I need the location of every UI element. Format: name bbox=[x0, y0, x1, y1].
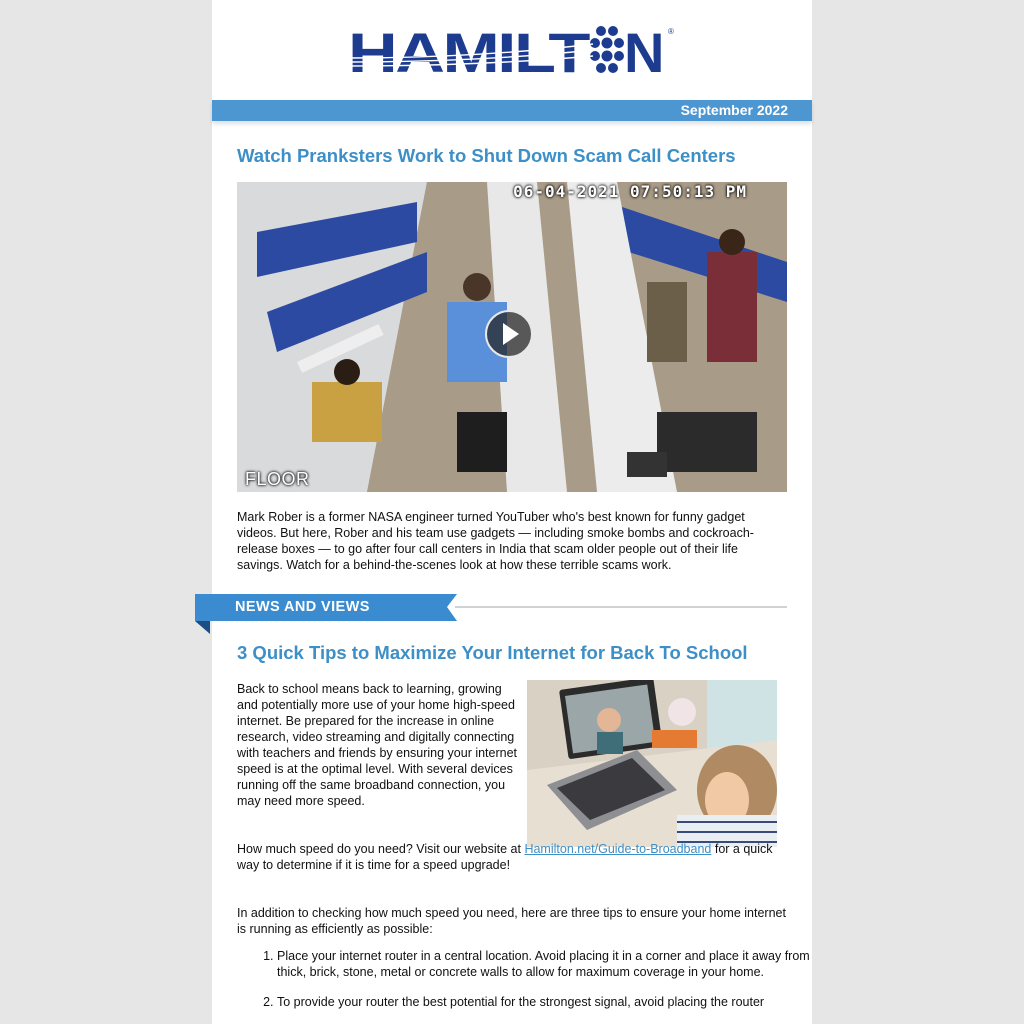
video-timestamp: 06-04-2021 07:50:13 PM bbox=[513, 182, 747, 201]
svg-text:N: N bbox=[624, 24, 665, 76]
date-banner bbox=[212, 100, 812, 121]
speed-text-before: How much speed do you need? Visit our website at bbox=[237, 842, 525, 856]
tips-intro: In addition to checking how much speed you need, here are three tips to ensure your home internet is running as efficiently as possible: bbox=[237, 906, 786, 936]
list-item: 2. To provide your router the best potential for the strongest signal, avoid placing the router bbox=[277, 994, 837, 1010]
video-caption: FLOOR bbox=[245, 469, 310, 489]
newsletter-email bbox=[212, 0, 812, 1024]
list-item: 1. Place your internet router in a central location. Avoid placing it in a corner and place it away from thick, brick, stone, metal or concrete walls to allow for maximum coverage in your home. bbox=[277, 948, 837, 980]
article1-body: Mark Rober is a former NASA engineer turned YouTuber who's best known for funny gadget videos. But here, Rober and his team use gadgets — including smoke bombs and cockroach-release boxes — to go after four call centers in India that scam older people out of their life savings. Watch for a behind-the-scenes look at how these terrible scams work. bbox=[237, 510, 754, 572]
video-thumbnail[interactable] bbox=[237, 182, 787, 492]
tips-list bbox=[237, 948, 837, 1024]
section-label: NEWS AND VIEWS bbox=[235, 599, 370, 615]
article2-title[interactable]: 3 Quick Tips to Maximize Your Internet for Back To School bbox=[237, 642, 748, 663]
issue-date: September 2022 bbox=[680, 102, 788, 118]
hamilton-logo[interactable] bbox=[348, 24, 678, 76]
article1-title[interactable]: Watch Pranksters Work to Shut Down Scam Call Centers bbox=[237, 145, 736, 166]
play-icon[interactable] bbox=[485, 310, 533, 358]
header bbox=[212, 0, 812, 100]
speed-paragraph bbox=[237, 841, 787, 873]
section-banner bbox=[195, 594, 815, 636]
speed-text-after: for a quick way to determine if it is time for a speed upgrade! bbox=[237, 842, 773, 872]
svg-text:HAMILT: HAMILT bbox=[348, 24, 591, 76]
student-laptop-photo bbox=[527, 680, 777, 847]
article2-intro: Back to school means back to learning, growing and potentially more use of your home high-speed internet. Be prepared for the increase in online research, video streaming and digitally connecting with teachers and friends by ensuring your internet speed is at the optimal level. With several devices running off the same broadband connection, you may need more speed. bbox=[237, 682, 518, 808]
svg-text:®: ® bbox=[668, 27, 674, 36]
broadband-guide-link[interactable]: Hamilton.net/Guide-to-Broadband bbox=[524, 842, 712, 856]
